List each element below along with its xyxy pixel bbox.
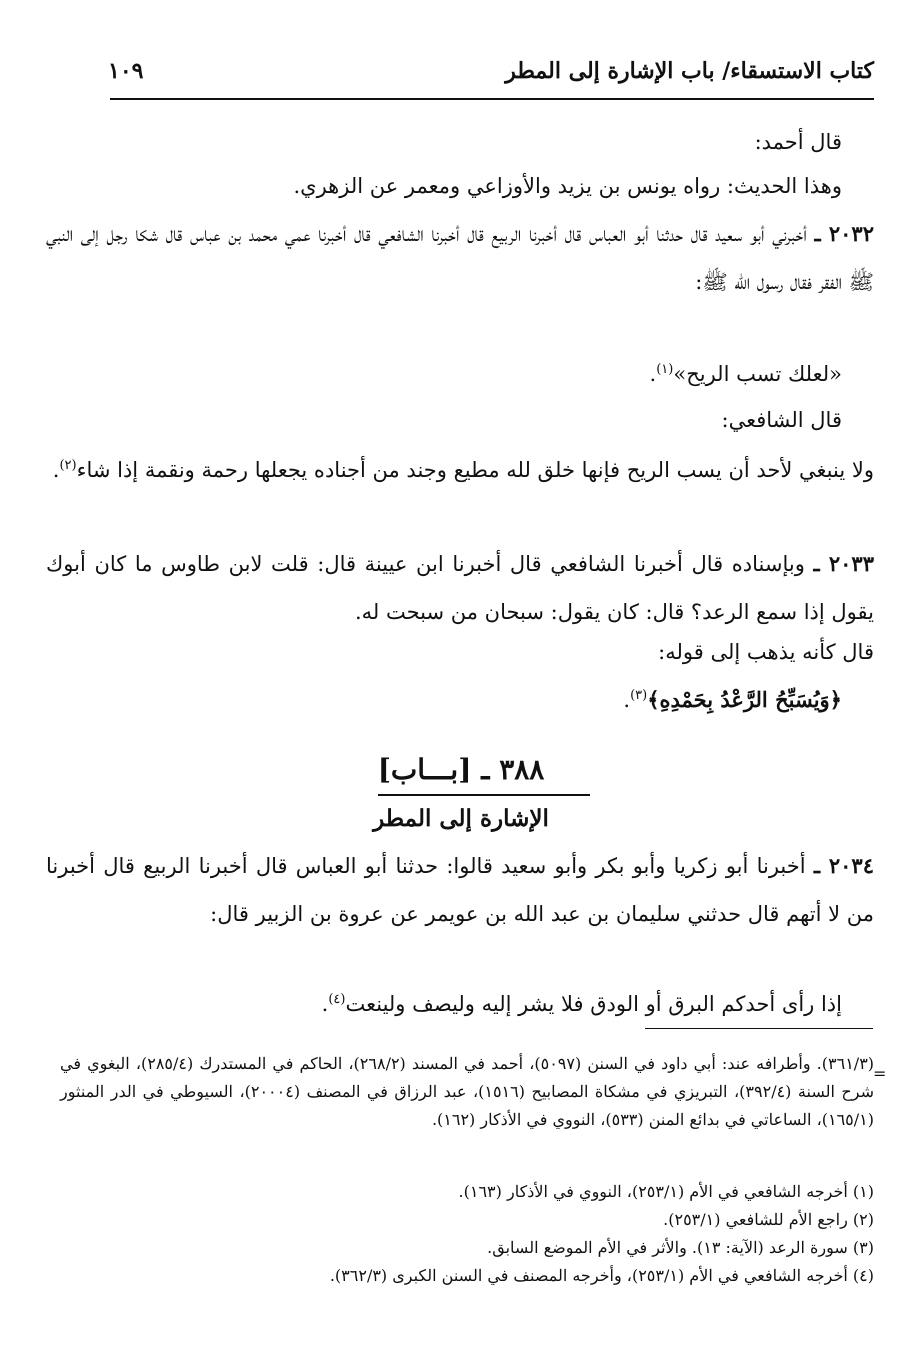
hadith-number: ٢٠٣٣ ـ — [813, 551, 874, 576]
quote-text: إذا رأى أحدكم البرق أو الودق فلا يشر إليه وليصف ولينعت — [345, 992, 842, 1016]
verse-text: ﴿وَيُسَبِّحُ الرَّعْدُ بِحَمْدِهِ﴾ — [647, 687, 842, 712]
footnote-2: (٢) راجع الأم للشافعي (٢٥٣/١). — [663, 1210, 874, 1229]
hadith-number: ٢٠٣٤ ـ — [813, 853, 874, 878]
footnote-4: (٤) أخرجه الشافعي في الأم (٢٥٣/١)، وأخرجه المصنف في السنن الكبرى (٣٦٢/٣). — [329, 1266, 874, 1285]
footnote-ref-2: (٢) — [59, 458, 77, 473]
page-header — [110, 52, 874, 96]
paragraph-shafii-comment — [46, 446, 874, 494]
header-rule — [110, 98, 874, 100]
running-head: كتاب الاستسقاء/ باب الإشارة إلى المطر — [505, 58, 874, 84]
hadith-text: أخبرني أبو سعيد قال حدثنا أبو العباس قال أخبرنا الربيع قال أخبرنا الشافعي قال أخبرنا عمي محمد بن عباس قال شكا رجل إلى النبي ﷺ الفقر فقال رسول الله ﷺ: — [46, 222, 874, 294]
chapter-rule — [378, 794, 590, 796]
paragraph-qala-shafii: قال الشافعي: — [721, 408, 842, 432]
hadith-2033 — [46, 540, 874, 636]
paragraph-ka-annahu: قال كأنه يذهب إلى قوله: — [658, 640, 874, 664]
footnote-continued: (٣٦١/٣). وأطرافه عند: أبي داود في السنن (٥٠٩٧)، أحمد في المسند (٢٦٨/٢)، الحاكم في المستدرك (٢٨٥/٤)، البغوي في شرح السنة (٣٩٢/٤)، التبريزي في مشكاة المصابيح (١٥١٦)، عبد الرزاق في المصنف (٢٠٠٠٤)، السيوطي في الدر المنثور (١٦٥/١)، الساعاتي في بدائع المنن (٥٣٣)، النووي في الأذكار (١٦٢). — [60, 1054, 875, 1129]
quote-text: «لعلك تسب الريح» — [673, 362, 842, 386]
footnote-ref-1: (١) — [656, 362, 674, 377]
chapter-number: ٣٨٨ ـ [بـــاب] — [377, 753, 545, 786]
footnote-rule — [645, 1028, 873, 1029]
page-number: ١٠٩ — [108, 58, 144, 84]
chapter-heading — [0, 748, 922, 792]
verse-end: . — [623, 688, 631, 712]
paragraph-hadith-note: وهذا الحديث: رواه يونس بن يزيد والأوزاعي ومعمر عن الزهري. — [293, 174, 842, 198]
quote-end: . — [321, 992, 329, 1016]
prophetic-quote — [46, 350, 842, 398]
comment-text: ولا ينبغي لأحد أن يسب الريح فإنها خلق لله مطيع وجند من أجناده يجعلها رحمة ونقمة إذا شاء — [76, 458, 874, 482]
hadith-number: ٢٠٣٢ ـ — [814, 221, 874, 246]
hadith-text-quote — [46, 980, 842, 1028]
hadith-text: أخبرنا أبو زكريا وأبو بكر وأبو سعيد قالوا: حدثنا أبو العباس قال أخبرنا الربيع قال أخبرنا من لا أتهم قال حدثني سليمان بن عبد الله بن عويمر عن عروة بن الزبير قال: — [46, 854, 874, 926]
footnote-1: (١) أخرجه الشافعي في الأم (٢٥٣/١)، النووي في الأذكار (١٦٣). — [458, 1182, 874, 1201]
footnote-ref-4: (٤) — [328, 992, 346, 1007]
quote-end: . — [649, 362, 657, 386]
chapter-title: الإشارة إلى المطر — [373, 805, 549, 832]
footnote-3: (٣) سورة الرعد (الآية: ١٣). والأثر في الأم الموضع السابق. — [487, 1238, 874, 1257]
hadith-2032 — [46, 210, 874, 306]
footnote-ref-3: (٣) — [630, 688, 648, 703]
footnote-continuation-mark: = — [873, 1064, 887, 1083]
hadith-2034 — [46, 842, 874, 938]
quran-verse — [46, 676, 842, 724]
hadith-text: وبإسناده قال أخبرنا الشافعي قال أخبرنا ابن عيينة قال: قلت لابن طاوس ما كان أبوك يقول إذا سمع الرعد؟ قال: كان يقول: سبحان من سبحت له. — [46, 552, 874, 624]
comment-end: . — [52, 458, 60, 482]
paragraph-qala-ahmad: قال أحمد: — [754, 130, 842, 154]
